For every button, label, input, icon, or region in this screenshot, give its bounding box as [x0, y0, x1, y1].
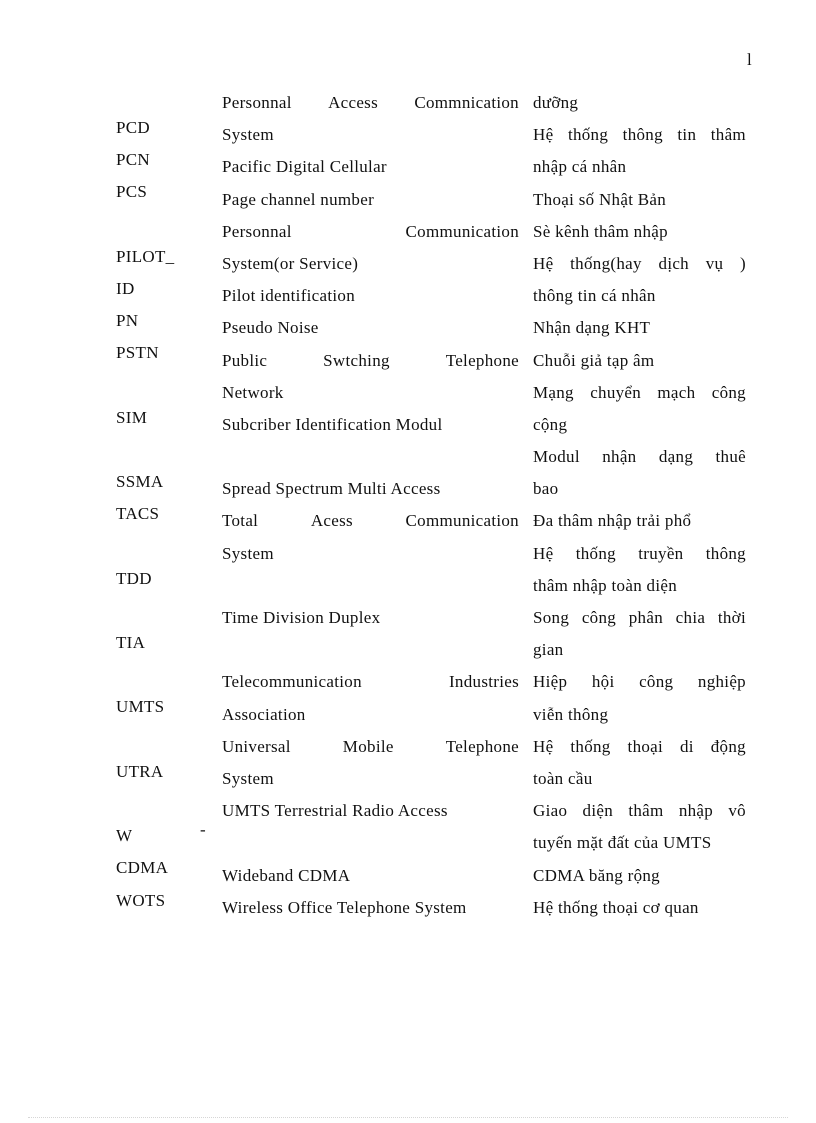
vietnamese-term-line-word: Hệ — [533, 736, 554, 756]
vietnamese-term-line — [533, 119, 746, 151]
english-term-line-word: Communication — [405, 221, 519, 241]
vietnamese-term-line — [533, 666, 746, 698]
english-term-line — [222, 216, 519, 248]
vietnamese-term-line-word: Hệ — [533, 543, 554, 563]
vietnamese-term-line-word: thoại — [627, 736, 664, 756]
vietnamese-term-line-word: dịch — [658, 253, 689, 273]
english-term-line: Network — [222, 382, 284, 402]
vietnamese-term-line-word: Hệ — [533, 125, 554, 145]
english-term-line — [222, 87, 519, 119]
vietnamese-term-line-word: nghiệp — [697, 672, 746, 692]
english-term-line: Page channel number — [222, 189, 375, 209]
vietnamese-term-line-word: động — [710, 736, 746, 756]
abbreviation-line: ID — [116, 278, 135, 298]
vietnamese-term-line — [533, 795, 746, 827]
abbreviation-line: TIA — [116, 633, 146, 652]
english-term-line: Time Division Duplex — [222, 608, 381, 627]
english-term-line-word: Public — [222, 350, 268, 370]
english-term-line — [222, 634, 519, 666]
footer-divider — [28, 1117, 788, 1118]
abbreviation-line: PCS — [116, 182, 148, 202]
english-term-line-word: Telephone — [445, 736, 519, 756]
abbreviation-line: TDD — [116, 568, 152, 588]
vietnamese-term-line-word: thông — [705, 543, 746, 563]
vietnamese-term-line — [533, 602, 746, 634]
english-term-line: Association — [222, 704, 306, 724]
vietnamese-term-line-word: thống — [567, 125, 609, 145]
english-term-line-word: Personnal — [222, 221, 292, 241]
abbreviation-line: TACS — [116, 504, 160, 524]
abbreviation-line: CDMA — [116, 858, 169, 878]
vietnamese-term-line-word: thuê — [715, 447, 746, 467]
english-term-line: Pseudo Noise — [222, 318, 319, 338]
vietnamese-term-line-word: thống — [575, 543, 616, 563]
english-term-line-word: Industries — [448, 672, 519, 692]
vietnamese-term-line-word: Mạng — [533, 382, 574, 402]
vietnamese-term-line-word: thâm — [628, 801, 664, 821]
vietnamese-term-line-word: thống(hay — [570, 253, 642, 273]
vietnamese-term-line-word: thâm — [710, 125, 746, 145]
vietnamese-term-line: cộng — [533, 414, 568, 434]
english-term-line-word: Personnal — [222, 93, 292, 112]
english-term-line — [222, 731, 519, 763]
vietnamese-term-line — [533, 248, 746, 280]
english-term-line: Pilot identification — [222, 286, 356, 306]
vietnamese-term-line-word: thời — [717, 608, 746, 627]
vietnamese-term-line-word: công — [711, 382, 746, 402]
vietnamese-term-line: toàn cầu — [533, 768, 593, 788]
abbreviation-line: W - — [116, 820, 206, 852]
page-number: l — [747, 50, 752, 69]
abbreviation-line — [116, 370, 206, 402]
english-term-line: Subcriber Identification Modul — [222, 414, 443, 434]
abbreviation-line: UMTS — [116, 697, 165, 717]
english-term-line-word: Telecommunication — [222, 672, 362, 692]
vietnamese-term-line: tuyến mặt đất của UMTS — [533, 833, 712, 853]
abbreviation-line: PCD — [116, 118, 150, 137]
vietnamese-term-line: dưỡng — [533, 93, 579, 112]
vietnamese-term-line-word: Hiệp — [533, 672, 568, 692]
abbreviation-line — [116, 595, 206, 627]
abbreviation-column — [116, 112, 206, 917]
english-term-column — [222, 87, 519, 924]
abbreviation-line — [116, 659, 206, 691]
vietnamese-term-line: Sè kênh thâm nhập — [533, 221, 668, 241]
vietnamese-term-line — [533, 731, 746, 763]
vietnamese-term-line-word: Modul — [533, 447, 580, 467]
vietnamese-term-line: Hệ thống thoại cơ quan — [533, 897, 699, 917]
vietnamese-term-line: Thoại số Nhật Bản — [533, 189, 667, 209]
english-term-line — [222, 827, 519, 859]
vietnamese-term-line-word: mạch — [657, 382, 696, 402]
abbreviation-line: SSMA — [116, 472, 164, 492]
vietnamese-term-line: Chuỗi giả tạp âm — [533, 350, 655, 370]
vietnamese-term-line-word: thống — [570, 736, 611, 756]
english-term-line-word: Telephone — [445, 350, 519, 370]
vietnamese-term-line-word: hội — [591, 672, 615, 692]
english-term-line — [222, 666, 519, 698]
vietnamese-term-line-word: thông — [622, 125, 663, 145]
abbreviation-line — [116, 788, 206, 820]
abbreviation-line: SIM — [116, 407, 148, 427]
abbreviation-line: WOTS — [116, 890, 166, 910]
english-term-line: System — [222, 125, 274, 145]
vietnamese-term-line-word: công — [639, 672, 674, 692]
vietnamese-term-line-word: vụ — [705, 253, 724, 273]
abbreviation-line: PN — [116, 311, 139, 331]
vietnamese-term-line: gian — [533, 640, 564, 660]
vietnamese-term-line-word: truyền — [638, 543, 684, 563]
english-term-line-word: Communication — [405, 511, 519, 531]
english-term-line-word: Universal — [222, 736, 291, 756]
english-term-line: System — [222, 768, 274, 788]
vietnamese-term-line-word: vô — [728, 801, 746, 821]
abbreviation-line — [116, 209, 206, 241]
vietnamese-term-line — [533, 441, 746, 473]
vietnamese-term-line: nhập cá nhân — [533, 157, 627, 177]
vietnamese-term-line: thông tin cá nhân — [533, 286, 656, 306]
vietnamese-term-line: CDMA băng rộng — [533, 865, 660, 885]
english-term-line: System(or Service) — [222, 253, 359, 273]
vietnamese-term-line-word: dạng — [658, 447, 694, 467]
vietnamese-term-line-word: nhận — [602, 447, 637, 467]
english-term-line-word: Acess — [310, 511, 353, 531]
english-term-line: Wireless Office Telephone System — [222, 897, 467, 917]
vietnamese-term-line-word: phân — [628, 608, 663, 627]
english-term-line: Wideband CDMA — [222, 865, 351, 885]
vietnamese-term-line-word: công — [581, 608, 617, 627]
english-term-line — [222, 570, 519, 602]
english-term-line: System — [222, 543, 274, 563]
vietnamese-term-column — [533, 87, 746, 924]
abbreviation-line: PCN — [116, 150, 150, 170]
vietnamese-term-line-word: ) — [740, 253, 746, 273]
vietnamese-term-line: thâm nhập toàn diện — [533, 575, 678, 595]
vietnamese-term-line-word: di — [679, 736, 694, 756]
vietnamese-term-line-word: diện — [582, 801, 614, 821]
vietnamese-term-line — [533, 538, 746, 570]
english-term-line — [222, 345, 519, 377]
vietnamese-term-line-word: Song — [533, 608, 570, 627]
vietnamese-term-line: viễn thông — [533, 704, 609, 724]
english-term-line-word: Swtching — [323, 350, 390, 370]
english-term-line-word: Total — [222, 511, 259, 531]
english-term-line-word: Access — [328, 93, 379, 112]
abbreviation-line: PSTN — [116, 343, 159, 363]
abbreviation-line — [116, 530, 206, 562]
english-term-line-word: Mobile — [342, 736, 394, 756]
vietnamese-term-line: Đa thâm nhập trải phổ — [533, 511, 692, 531]
abbreviation-line: PILOT_ — [116, 246, 175, 266]
vietnamese-term-line: Nhận dạng KHT — [533, 318, 651, 338]
vietnamese-term-line-word: nhập — [678, 801, 714, 821]
vietnamese-term-line — [533, 377, 746, 409]
abbreviation-line: UTRA — [116, 761, 164, 781]
abbreviation-line — [116, 724, 206, 756]
vietnamese-term-line-word: chuyển — [590, 382, 642, 402]
english-term-line-word: Commnication — [414, 93, 519, 112]
vietnamese-term-line-word: chia — [675, 608, 706, 627]
english-term-line: Pacific Digital Cellular — [222, 157, 387, 177]
english-term-line — [222, 505, 519, 537]
english-term-line: Spread Spectrum Multi Access — [222, 479, 441, 499]
abbreviation-line — [116, 434, 206, 466]
vietnamese-term-line-word: Hệ — [533, 253, 554, 273]
vietnamese-term-line-word: Giao — [533, 801, 568, 821]
vietnamese-term-line: bao — [533, 479, 559, 499]
vietnamese-term-line-word: tin — [677, 125, 697, 145]
english-term-line — [222, 441, 519, 473]
english-term-line: UMTS Terrestrial Radio Access — [222, 801, 448, 821]
abbreviation-dash: - — [200, 820, 206, 840]
